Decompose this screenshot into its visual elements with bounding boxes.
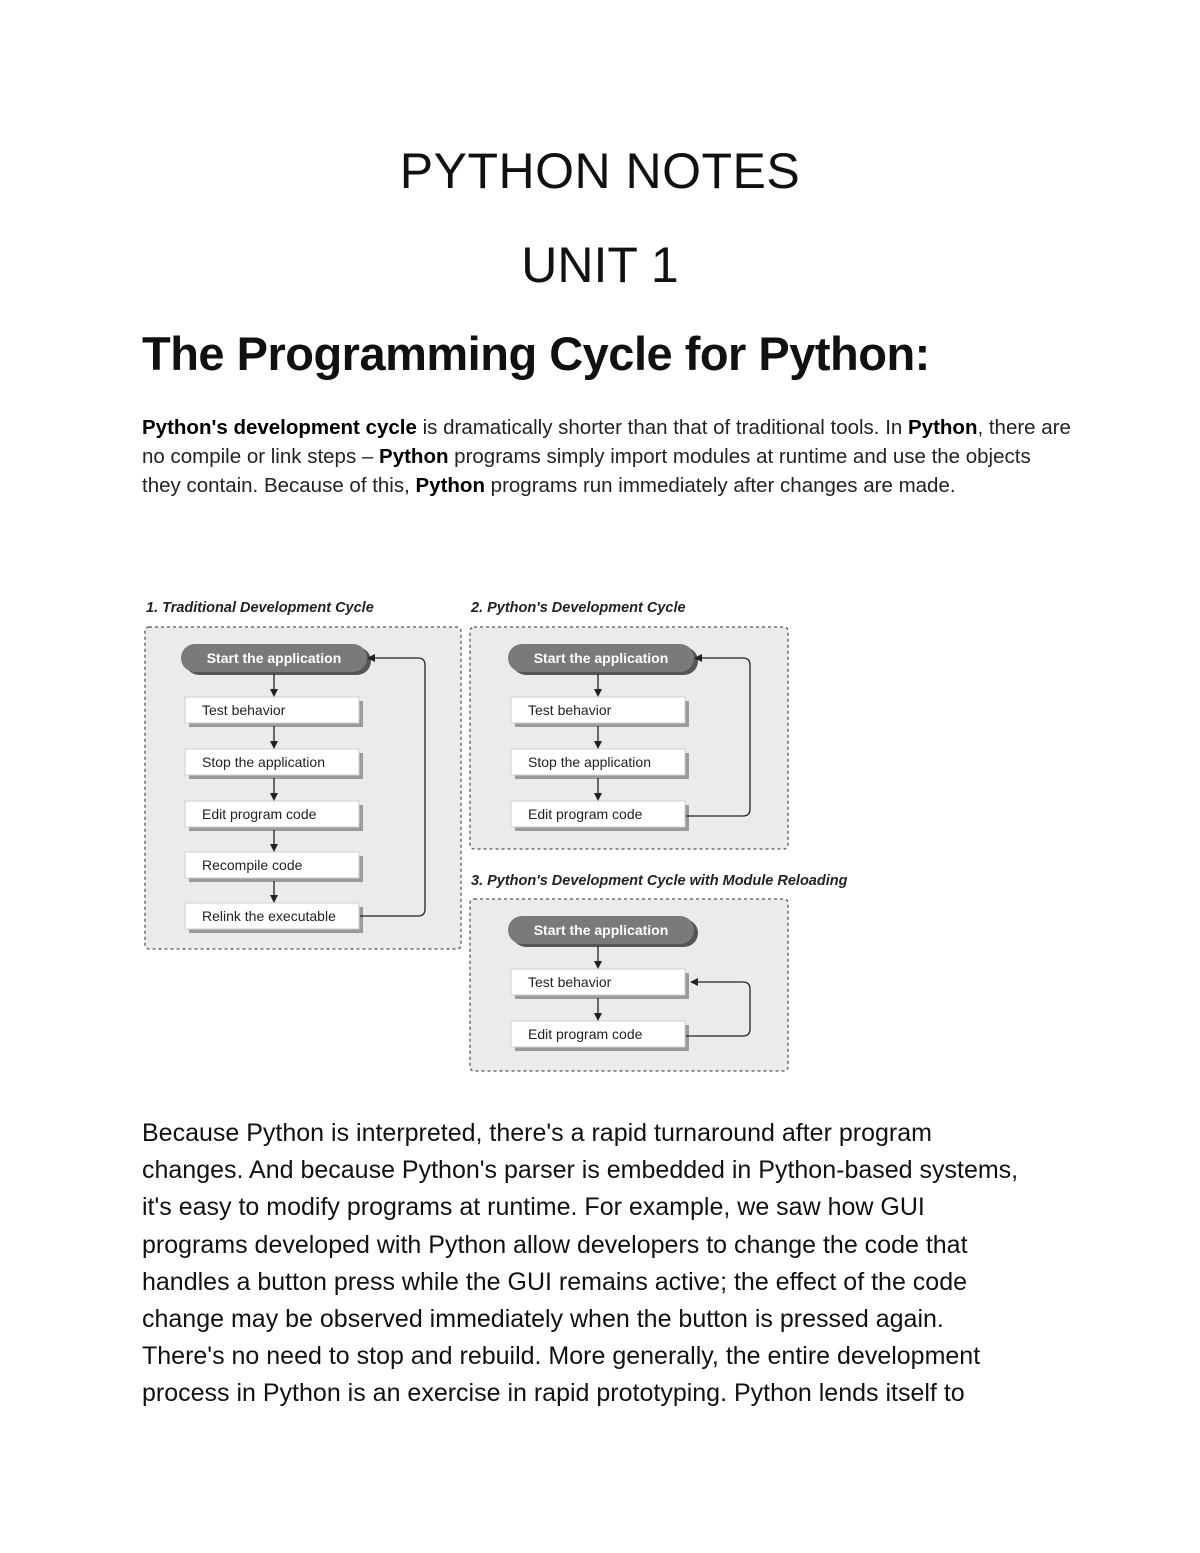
intro-bold-1: Python's development cycle [142, 416, 417, 439]
panel1-step-1-label: Test behavior [202, 702, 286, 718]
body-line: change may be observed immediately when the button is pressed again. [142, 1305, 944, 1334]
panel1-step-2-label: Stop the application [202, 754, 325, 770]
unit-title: UNIT 1 [521, 237, 679, 293]
panel1-frame [145, 627, 461, 949]
panel3-step-1-label: Test behavior [528, 974, 612, 990]
section-heading: The Programming Cycle for Python: [142, 327, 930, 380]
body-line: handles a button press while the GUI remains active; the effect of the code [142, 1267, 968, 1296]
panel2-step-1 [511, 697, 689, 727]
document-title: PYTHON NOTES [399, 143, 801, 199]
panel1-step-5-label: Relink the executable [202, 908, 336, 924]
panel2-start-pill [508, 644, 698, 675]
panel1-step-4-label: Recompile code [202, 857, 303, 873]
panel1-step-5 [185, 903, 363, 933]
panel2-step-2 [511, 749, 689, 779]
panel1-start-label: Start the application [206, 650, 342, 666]
panel2-step-2-label: Stop the application [528, 754, 651, 770]
panel3-start-pill [508, 916, 698, 947]
panel3-step-2-label: Edit program code [528, 1026, 643, 1042]
intro-text-1: is dramatically shorter than that of traditional tools. In [416, 416, 908, 439]
panel3-step-2 [511, 1021, 689, 1051]
panel2-start-label: Start the application [533, 650, 669, 666]
body-line: programs developed with Python allow developers to change the code that [142, 1230, 968, 1259]
intro-text-2: , there are no compile or link steps – [142, 416, 1071, 468]
body-line: process in Python is an exercise in rapid prototyping. Python lends itself to [142, 1379, 965, 1408]
body-line: Because Python is interpreted, there's a rapid turnaround after program [142, 1119, 932, 1147]
body-line: changes. And because Python's parser is embedded in Python-based systems, [142, 1156, 1019, 1185]
intro-bold-3: Python [379, 445, 449, 468]
body-line: There's no need to stop and rebuild. More generally, the entire development [142, 1342, 981, 1371]
panel1-step-2 [185, 749, 363, 779]
panel2-step-1-label: Test behavior [528, 702, 612, 718]
intro-text-4: programs run immediately after changes are made. [484, 474, 956, 497]
panel1-step-1 [185, 697, 363, 727]
intro-bold-2: Python [908, 416, 978, 439]
panel2-title: 2. Python's Development Cycle [471, 600, 686, 616]
panel1-step-4 [185, 852, 363, 882]
panel2-step-3 [511, 801, 689, 831]
panel3-start-label: Start the application [533, 922, 669, 938]
development-cycle-diagram [140, 590, 860, 1080]
intro-bold-4: Python [415, 474, 485, 497]
panel2-step-3-label: Edit program code [528, 806, 643, 822]
body-paragraph [142, 1115, 1072, 1413]
panel1-step-3 [185, 801, 363, 831]
panel3-step-1 [511, 969, 689, 999]
panel1-title: 1. Traditional Development Cycle [146, 600, 374, 616]
panel1-step-3-label: Edit program code [202, 806, 317, 822]
panel3-title: 3. Python's Development Cycle with Module Reloading [471, 873, 848, 889]
panel1-start-pill [181, 644, 371, 675]
intro-paragraph [142, 413, 1072, 500]
intro-text-3: programs simply import modules at runtime and use the objects they contain. Because of this, [142, 445, 1031, 497]
body-line: it's easy to modify programs at runtime. For example, we saw how GUI [142, 1193, 925, 1222]
